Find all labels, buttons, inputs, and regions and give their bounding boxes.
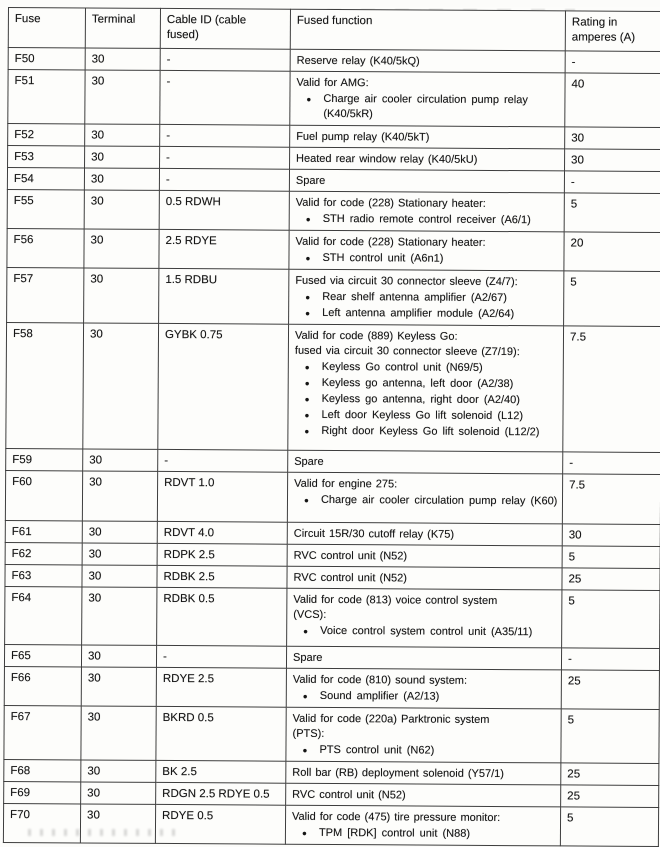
bullet-icon: ●: [302, 745, 308, 755]
function-bullet-item: ● STH control unit (A6n1): [305, 251, 444, 265]
fused-function-cell: [286, 668, 561, 709]
rating-cell: 7.5: [563, 326, 660, 453]
function-intro-line: Valid for code (228) Stationary heater:: [295, 235, 486, 249]
cable-id-cell: -: [156, 645, 286, 668]
bullet-icon: ●: [302, 691, 308, 701]
terminal-cell: 30: [83, 323, 159, 449]
rating-cell: 5: [560, 807, 658, 847]
fused-function-cell: [287, 472, 562, 524]
rating-cell: -: [563, 452, 660, 475]
col-header-fuse: Fuse: [8, 8, 85, 48]
table-row: [6, 322, 660, 452]
fuse-cell: F65: [4, 644, 81, 666]
table-row: [7, 228, 660, 271]
rating-cell: 25: [562, 568, 660, 591]
terminal-cell: 30: [83, 449, 158, 471]
fuse-cell: F68: [4, 759, 81, 781]
function-intro-line: RVC control unit (N52): [293, 571, 408, 585]
rating-cell: 5: [561, 709, 659, 764]
fused-function-cell: [290, 147, 565, 171]
terminal-cell: 30: [81, 645, 156, 667]
function-bullet-item: ● Left door Keyless Go lift solenoid (L12): [304, 408, 524, 423]
terminal-cell: 30: [85, 146, 160, 168]
fuse-cell: F67: [4, 705, 81, 759]
rating-cell: 5: [564, 271, 660, 327]
col-header-rating-label: Rating in amperes (A): [571, 16, 636, 44]
fused-function-cell: [289, 169, 564, 193]
function-intro-line: Valid for code (810) sound system:: [292, 673, 468, 687]
rating-cell: -: [564, 171, 660, 194]
bullet-icon: ●: [304, 362, 310, 372]
function-intro-line: Valid for code (220a) Parktronic system: [292, 712, 490, 726]
bullet-icon: ●: [303, 495, 309, 505]
rating-cell: 25: [561, 670, 659, 710]
fused-function-cell: [286, 707, 561, 763]
function-intro-line: Valid for code (813) voice control system: [293, 593, 498, 607]
fused-function-cell: [289, 269, 564, 326]
function-intro-line: Valid for engine 275:: [294, 477, 398, 491]
bullet-icon: ●: [306, 94, 312, 104]
fuse-table-body: [3, 48, 660, 847]
function-intro-line: Fuel pump relay (K40/5kT): [296, 130, 430, 144]
terminal-cell: 30: [82, 521, 157, 543]
bullet-icon: ●: [305, 308, 311, 318]
function-bullet-item: ● Keyless go antenna, left door (A2/38): [304, 376, 514, 391]
function-bullet-item: ● Keyless Go control unit (N69/5): [304, 360, 483, 374]
cable-id-cell: -: [160, 146, 290, 169]
col-header-cable-id-label: Cable ID (cable fused): [166, 13, 247, 42]
cable-id-cell: RDPK 2.5: [157, 543, 287, 566]
rating-cell: 30: [565, 127, 660, 150]
cable-id-cell: RDYE 2.5: [156, 667, 286, 707]
fuse-cell: F69: [4, 781, 81, 803]
terminal-cell: 30: [85, 48, 160, 70]
function-intro-line: (PTS):: [292, 727, 325, 740]
fuse-allocation-table: [3, 7, 660, 847]
bullet-icon: ●: [301, 828, 307, 838]
header-row: [8, 8, 660, 52]
terminal-cell: 30: [82, 471, 157, 521]
function-intro-line: Fused via circuit 30 connector sleeve (Z4/7):: [295, 274, 518, 289]
scanned-fuse-chart-page: [0, 7, 660, 841]
terminal-cell: 30: [82, 565, 157, 587]
terminal-cell: 30: [82, 543, 157, 565]
rating-cell: 25: [561, 763, 659, 786]
table-row: [7, 189, 660, 232]
col-header-terminal: Terminal: [85, 8, 160, 48]
rating-cell: 40: [565, 73, 660, 128]
fuse-cell: F70: [3, 803, 80, 842]
fused-function-cell: [288, 324, 564, 452]
terminal-cell: 30: [81, 782, 156, 804]
function-bullet-item: ● STH radio remote control receiver (A6/1): [305, 212, 531, 227]
fused-function-cell: [289, 191, 564, 232]
terminal-cell: 30: [81, 760, 156, 782]
cable-id-cell: -: [159, 168, 289, 191]
function-bullet-item: ● Keyless go antenna, right door (A2/40): [304, 392, 520, 407]
fused-function-cell: [285, 805, 560, 846]
function-bullet-item: ● Sound amplifier (A2/13): [302, 689, 440, 703]
terminal-cell: 30: [84, 229, 159, 268]
function-intro-line: Valid for code (228) Stationary heater:: [295, 196, 486, 210]
terminal-cell: 30: [84, 168, 159, 190]
table-row: [8, 70, 660, 128]
cable-id-cell: RDBK 2.5: [157, 565, 287, 588]
fused-function-cell: [287, 522, 562, 546]
fuse-cell: F64: [5, 586, 82, 644]
fused-function-cell: [286, 761, 561, 785]
function-bullet-item: ● PTS control unit (N62): [302, 743, 435, 757]
rating-cell: 7.5: [562, 474, 660, 525]
cable-id-cell: RDVT 1.0: [157, 471, 287, 522]
function-bullet-item: ● Charge air cooler circulation pump relay (K40/5kR): [306, 92, 528, 121]
function-intro-line: (VCS):: [293, 608, 327, 621]
function-intro-line: Reserve relay (K40/5kQ): [296, 54, 420, 68]
function-bullet-item: ● Right door Keyless Go lift solenoid (L12/2): [304, 424, 540, 439]
fuse-cell: F53: [8, 146, 85, 168]
rating-cell: 5: [562, 590, 660, 649]
table-row: [4, 705, 659, 763]
cable-id-cell: RDGN 2.5 RDYE 0.5: [156, 782, 286, 805]
function-intro-line: RVC control unit (N52): [292, 788, 406, 802]
function-intro-line: Heated rear window relay (K40/5kU): [296, 152, 478, 166]
fuse-cell: F54: [7, 168, 84, 190]
fused-function-cell: [289, 230, 564, 271]
bullet-icon: ●: [304, 394, 310, 404]
rating-cell: 25: [561, 785, 659, 808]
cable-id-cell: RDBK 0.5: [157, 587, 287, 646]
cable-id-cell: -: [160, 48, 290, 71]
terminal-cell: 30: [81, 667, 156, 706]
cable-id-cell: GYBK 0.75: [158, 323, 289, 450]
table-row: [4, 666, 659, 709]
terminal-cell: 30: [82, 587, 157, 645]
terminal-cell: 30: [85, 70, 160, 124]
bullet-icon: ●: [305, 292, 311, 302]
terminal-cell: 30: [81, 706, 156, 760]
function-bullet-item: ● TPM [RDK] control unit (N88): [301, 826, 471, 840]
cable-id-cell: RDVT 4.0: [157, 521, 287, 544]
fuse-cell: F60: [5, 470, 82, 520]
function-intro-line: Spare: [295, 174, 326, 187]
terminal-cell: 30: [85, 124, 160, 146]
fuse-cell: F51: [8, 70, 85, 124]
table-row: [5, 470, 660, 524]
cable-id-cell: RDYE 0.5: [155, 804, 285, 844]
scan-artifact-smudge: [28, 829, 178, 836]
function-intro-line: fused via circuit 30 connector sleeve (Z7/19):: [294, 344, 520, 359]
fuse-cell: F58: [6, 322, 84, 448]
bullet-icon: ●: [304, 378, 310, 388]
function-intro-line: Valid for code (889) Keyless Go:: [294, 329, 458, 343]
terminal-cell: 30: [80, 804, 155, 843]
function-bullet-item: ● Left antenna amplifier module (A2/64): [305, 306, 515, 321]
rating-cell: 30: [562, 524, 660, 547]
table-row: [3, 803, 658, 846]
bullet-icon: ●: [304, 410, 310, 420]
fused-function-cell: [287, 544, 562, 568]
cable-id-cell: -: [160, 70, 290, 125]
fuse-cell: F52: [8, 124, 85, 146]
rating-cell: 30: [565, 149, 660, 172]
fuse-cell: F55: [7, 189, 84, 228]
function-bullet-item: ● Charge air cooler circulation pump relay (K60): [303, 493, 558, 508]
table-row: [5, 586, 660, 648]
cable-id-cell: BKRD 0.5: [156, 706, 286, 761]
fuse-cell: F50: [8, 48, 85, 70]
bullet-icon: ●: [305, 253, 311, 263]
fused-function-cell: [286, 646, 561, 670]
fuse-cell: F63: [5, 564, 82, 586]
function-intro-line: Valid for code (475) tire pressure monitor:: [292, 810, 501, 825]
bullet-icon: ●: [304, 426, 310, 436]
fused-function-cell: [290, 125, 565, 149]
cable-id-cell: -: [160, 124, 290, 147]
fused-function-cell: [286, 783, 561, 807]
fused-function-cell: [287, 588, 562, 648]
rating-cell: 20: [564, 232, 660, 272]
bullet-icon: ●: [305, 214, 311, 224]
table-row: [7, 267, 660, 326]
function-intro-line: RVC control unit (N52): [293, 549, 408, 563]
fused-function-cell: [287, 566, 562, 590]
function-intro-line: Roll bar (RB) deployment solenoid (Y57/1): [292, 766, 505, 781]
function-intro-line: Spare: [292, 651, 323, 664]
cable-id-cell: 2.5 RDYE: [159, 229, 289, 269]
bullet-icon: ●: [303, 626, 309, 636]
cable-id-cell: 1.5 RDBU: [159, 268, 289, 324]
terminal-cell: 30: [84, 268, 159, 323]
cable-id-cell: 0.5 RDWH: [159, 190, 289, 230]
cable-id-cell: -: [158, 449, 288, 472]
rating-cell: 5: [562, 546, 660, 569]
col-header-fused-function: Fused function: [290, 9, 565, 51]
fused-function-cell: [290, 71, 565, 127]
rating-cell: 5: [564, 193, 660, 233]
rating-cell: -: [561, 648, 659, 671]
rating-cell: -: [565, 51, 660, 74]
fused-function-cell: [288, 450, 563, 474]
function-intro-line: Circuit 15R/30 cutoff relay (K75): [293, 527, 455, 541]
fuse-cell: F61: [5, 520, 82, 542]
function-bullet-item: ● Rear shelf antenna amplifier (A2/67): [305, 290, 507, 305]
cable-id-cell: BK 2.5: [156, 760, 286, 783]
fuse-cell: F56: [7, 228, 84, 267]
col-header-cable-id: [160, 8, 290, 49]
fuse-cell: F59: [6, 448, 83, 470]
fuse-cell: F57: [7, 267, 84, 322]
fuse-cell: F62: [5, 542, 82, 564]
function-intro-line: Valid for AMG:: [296, 76, 369, 90]
terminal-cell: 30: [84, 190, 159, 229]
function-bullet-item: ● Voice control system control unit (A35/11): [303, 624, 533, 639]
fuse-cell: F66: [4, 666, 81, 705]
col-header-rating: [565, 11, 660, 52]
function-intro-line: Spare: [294, 455, 324, 468]
fused-function-cell: [290, 49, 565, 73]
